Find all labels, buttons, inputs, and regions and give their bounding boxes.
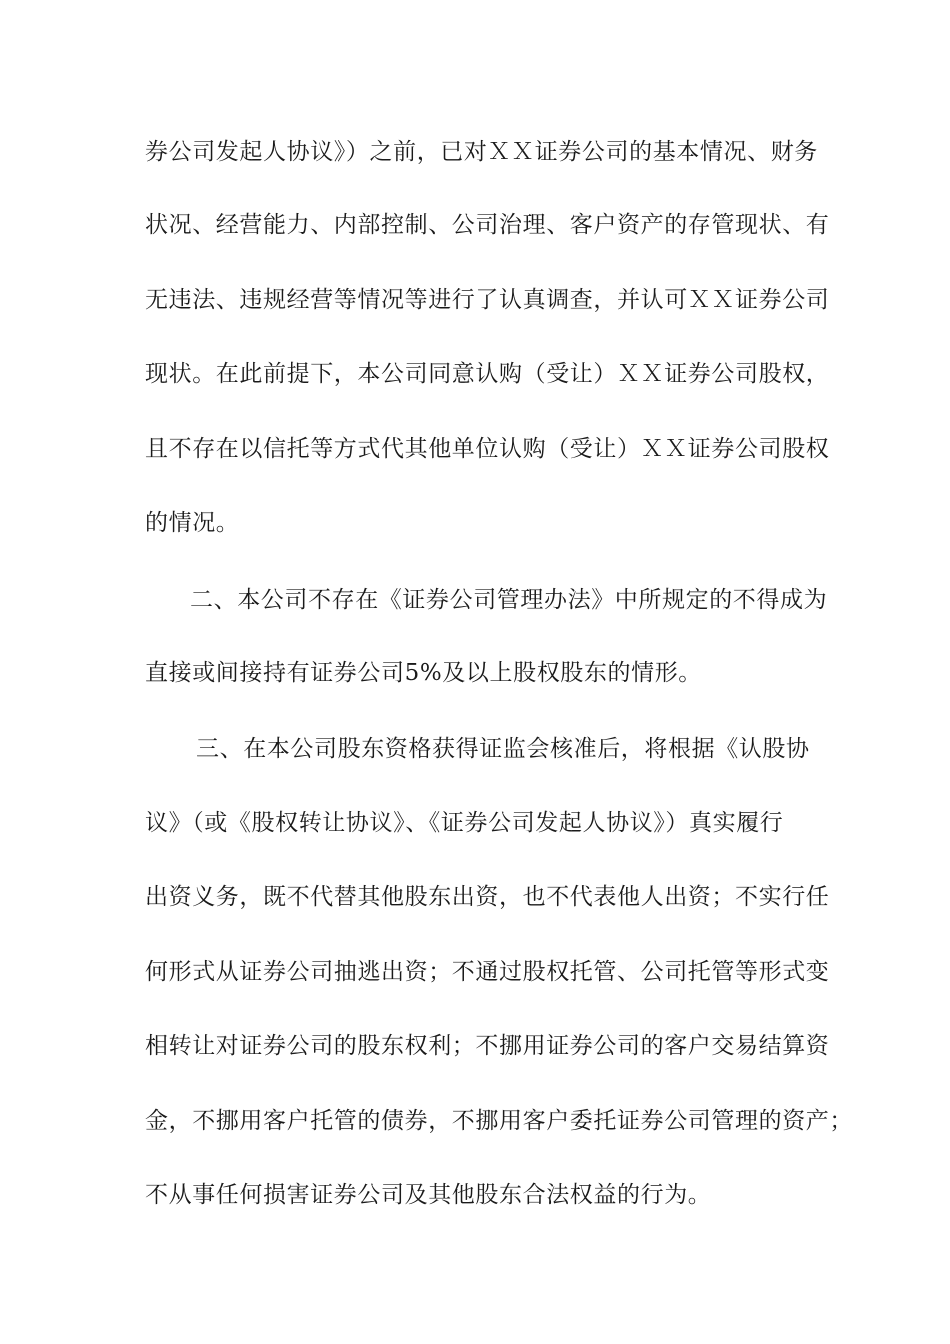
- paragraph-line: 三、在本公司股东资格获得证监会核准后，将根据《认股协: [196, 736, 810, 762]
- paragraph-line: 不从事任何损害证券公司及其他股东合法权益的行为。: [145, 1182, 712, 1208]
- paragraph-line: 且不存在以信托等方式代其他单位认购（受让）ＸＸ证券公司股权: [145, 436, 830, 462]
- paragraph-line: 出资义务，既不代替其他股东出资，也不代表他人出资；不实行任: [145, 884, 830, 910]
- paragraph-line: 无违法、违规经营等情况等进行了认真调查，并认可ＸＸ证券公司: [145, 287, 830, 313]
- paragraph-line: 议》（或《股权转让协议》、《证券公司发起人协议》）真实履行: [145, 810, 784, 836]
- paragraph-line: 二、本公司不存在《证券公司管理办法》中所规定的不得成为: [190, 587, 828, 613]
- paragraph-line: 金，不挪用客户托管的债券，不挪用客户委托证券公司管理的资产；: [145, 1108, 853, 1134]
- paragraph-line: 直接或间接持有证券公司5%及以上股权股东的情形。: [145, 660, 702, 686]
- paragraph-line: 相转让对证券公司的股东权利；不挪用证券公司的客户交易结算资: [145, 1033, 830, 1059]
- paragraph-line: 现状。在此前提下，本公司同意认购（受让）ＸＸ证券公司股权，: [145, 361, 830, 387]
- paragraph-line: 何形式从证券公司抽逃出资；不通过股权托管、公司托管等形式变: [145, 959, 830, 985]
- paragraph-line: 的情况。: [145, 510, 240, 536]
- paragraph-line: 状况、经营能力、内部控制、公司治理、客户资产的存管现状、有: [145, 212, 830, 238]
- paragraph-line: 券公司发起人协议》）之前，已对ＸＸ证券公司的基本情况、财务: [145, 139, 818, 165]
